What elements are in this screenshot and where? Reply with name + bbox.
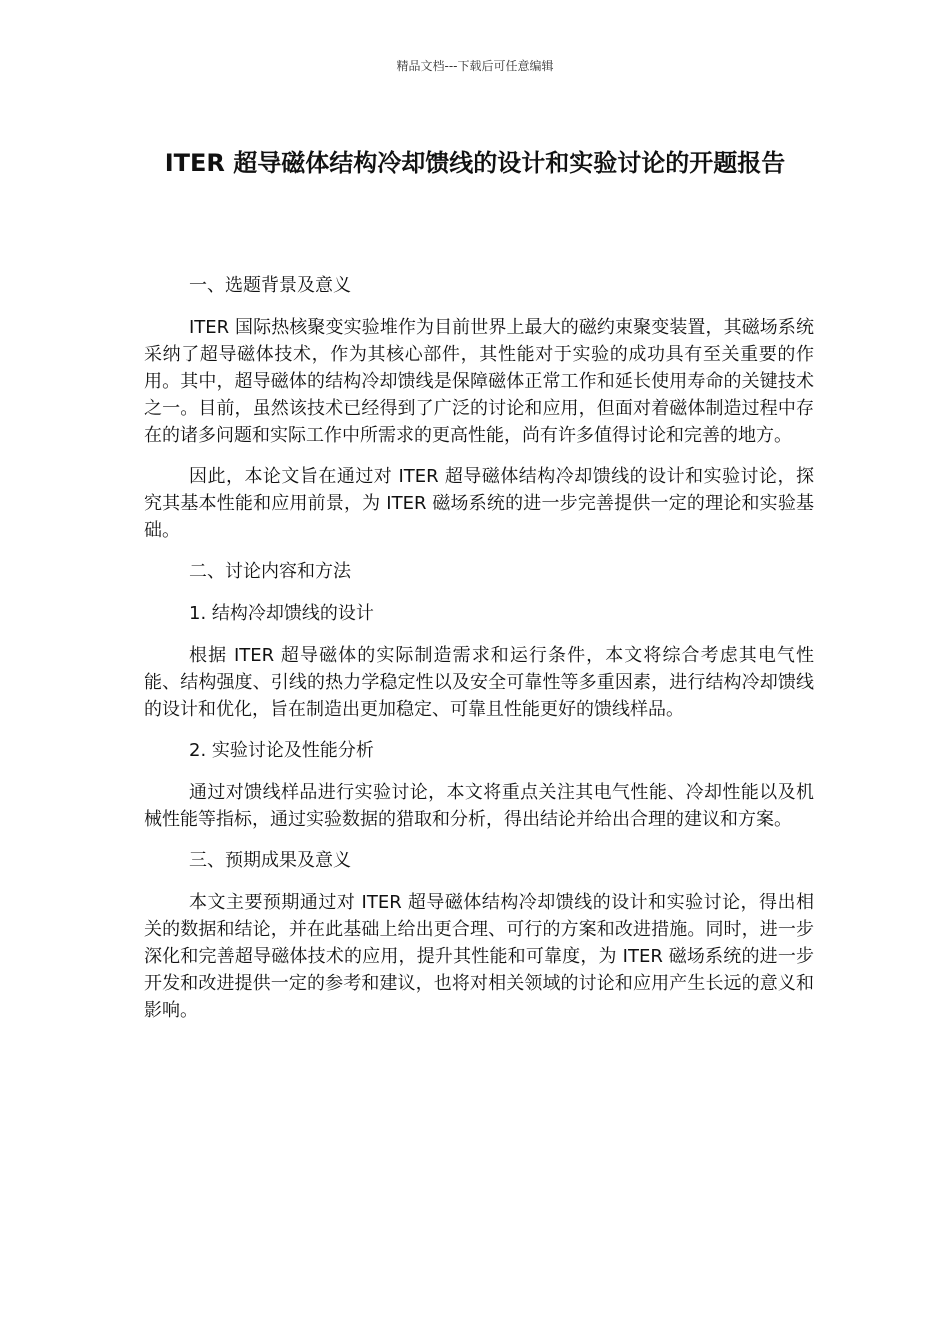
subsection-heading-experiment: 2. 实验讨论及性能分析 <box>189 740 374 761</box>
paragraph-design: 根据 ITER 超导磁体的实际制造需求和运行条件，本文将综合考虑其电气性能、结构强度、引线的热力学稳定性以及安全可靠性等多重因素，进行结构冷却馈线的设计和优化，旨在制造出更加稳定、可靠且性能更好的馈线样品。 <box>144 645 814 720</box>
paragraph-background-2: 因此，本论文旨在通过对 ITER 超导磁体结构冷却馈线的设计和实验讨论，探究其基本性能和应用前景，为 ITER 磁场系统的进一步完善提供一定的理论和实验基础。 <box>144 466 814 541</box>
paragraph-expected-results: 本文主要预期通过对 ITER 超导磁体结构冷却馈线的设计和实验讨论，得出相关的数据和结论，并在此基础上给出更合理、可行的方案和改进措施。同时，进一步深化和完善超导磁体技术的应用，提升其性能和可靠度，为 ITER 磁场系统的进一步开发和改进提供一定的参考和建议，也将对相关领域的讨论和应用产生长远的意义和影响。 <box>144 892 814 1021</box>
document-title: ITER 超导磁体结构冷却馈线的设计和实验讨论的开题报告 <box>164 149 786 177</box>
document-body <box>144 272 814 1038</box>
subsection-heading-design: 1. 结构冷却馈线的设计 <box>189 603 374 624</box>
paragraph-experiment: 通过对馈线样品进行实验讨论，本文将重点关注其电气性能、冷却性能以及机械性能等指标，通过实验数据的猎取和分析，得出结论并给出合理的建议和方案。 <box>144 782 814 830</box>
page-header-watermark: 精品文档---下载后可任意编辑 <box>396 59 554 73</box>
section-heading-content-methods: 二、讨论内容和方法 <box>189 561 351 582</box>
section-heading-background: 一、选题背景及意义 <box>189 275 351 296</box>
paragraph-background-1: ITER 国际热核聚变实验堆作为目前世界上最大的磁约束聚变装置，其磁场系统采纳了超导磁体技术，作为其核心部件，其性能对于实验的成功具有至关重要的作用。其中，超导磁体的结构冷却馈线是保障磁体正常工作和延长使用寿命的关键技术之一。目前，虽然该技术已经得到了广泛的讨论和应用，但面对着磁体制造过程中存在的诸多问题和实际工作中所需求的更高性能，尚有许多值得讨论和完善的地方。 <box>144 317 814 446</box>
section-heading-expected-results: 三、预期成果及意义 <box>189 850 351 871</box>
